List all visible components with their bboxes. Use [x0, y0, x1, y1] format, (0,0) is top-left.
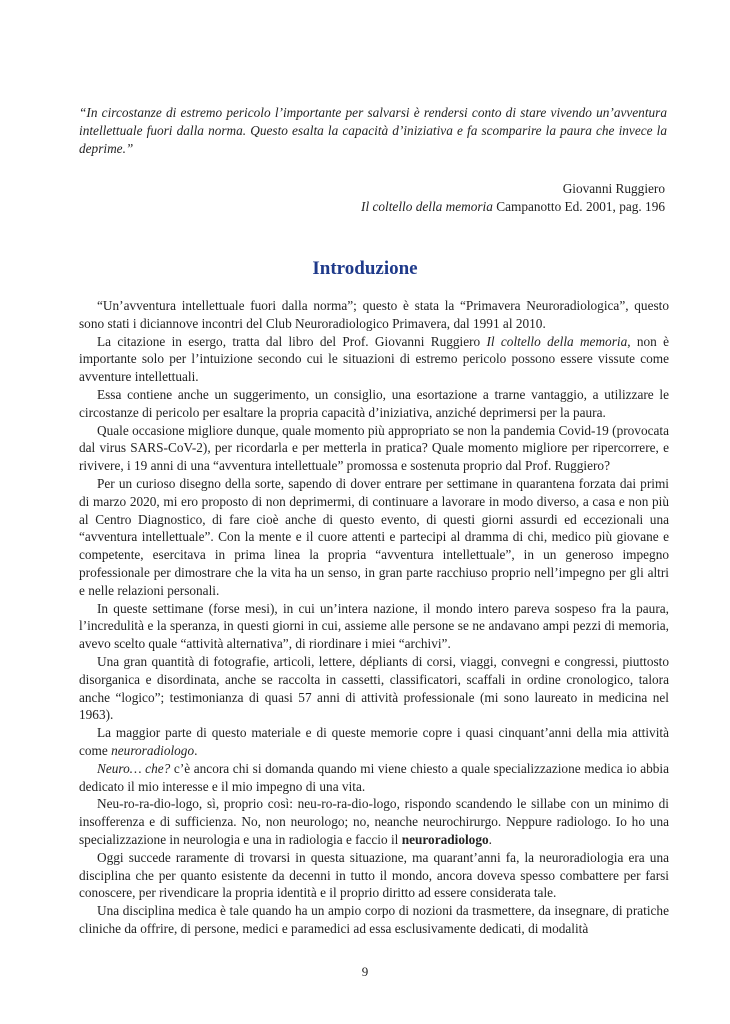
paragraph-8-text-a: La maggior parte di questo materiale e di queste memorie copre i quasi cinquant’anni della mia attività come [79, 725, 669, 758]
paragraph-10 [79, 795, 669, 848]
paragraph-12: Una disciplina medica è tale quando ha un ampio corpo di nozioni da trasmettere, da insegnare, di pratiche cliniche da offrire, di persone, medici e paramedici ad essa esclusivamente dedicati, di modalità [79, 903, 669, 936]
paragraph-10-bold: neuroradiologo [401, 831, 489, 847]
paragraph-10-text-a: Neu-ro-ra-dio-logo, sì, proprio così: neu-ro-ra-dio-logo, rispondo scandendo le sillabe con un minimo di insofferenza e di sufficienza. No, non neurologo; no, neanche neurochirurgo. Neppure radiologo. Io ho una specializzazione in neurologia e una in radiologia e faccio il [79, 796, 669, 847]
paragraph-8-text-c: . [194, 742, 198, 758]
paragraph-2-text-a: La citazione in esergo, tratta dal libro del Prof. Giovanni Ruggiero [97, 333, 487, 349]
paragraph-9-emphasis: Neuro… che? [97, 760, 171, 776]
paragraph-7: Una gran quantità di fotografie, articoli, lettere, dépliants di corsi, viaggi, convegni e congressi, piuttosto disorganica e disordinata, anche se raccolta in cassetti, classificatori, scaffali in ordine cronologico, talora anche “logico”; testimonianza di quasi 57 anni di attività professionale (mi sono laureato in medicina nel 1963). [79, 653, 669, 723]
paragraph-10-text-c: . [488, 831, 492, 847]
epigraph-quote: “In circostanze di estremo pericolo l’importante per salvarsi è rendersi conto di stare vivendo un’avventura intellettuale fuori dalla norma. Questo esalta la capacità d’iniziativa e fa scomparire la paura che invece la deprime.” [79, 105, 667, 156]
page-number: 9 [361, 964, 369, 979]
paragraph-2-text-c: , non è importante solo per l’intuizione secondo cui le situazioni di estremo pericolo possono essere vissute come avventure intellettuali. [79, 333, 669, 385]
epigraph-attribution [105, 180, 665, 216]
paragraph-11: Oggi succede raramente di trovarsi in questa situazione, ma quarant’anni fa, la neuroradiologia era una disciplina che per quanto esistente da decenni in tutto il mondo, ancora doveva spesso combattere per farsi conoscere, per rivendicare la propria identità e il proprio diritto ad essere considerata tale. [79, 849, 669, 901]
paragraph-8-emphasis: neuroradiologo [111, 742, 195, 758]
paragraph-2-book-title: Il coltello della memoria [486, 333, 628, 349]
epigraph-book-title: Il coltello della memoria [361, 199, 493, 214]
paragraph-3: Essa contiene anche un suggerimento, un consiglio, una esortazione a trarne vantaggio, a utilizzare le circostanze di pericolo per esaltare la propria capacità d’iniziativa, anziché deprimersi per la paura. [79, 386, 669, 420]
paragraph-4: Quale occasione migliore dunque, quale momento più appropriato se non la pandemia Covid-19 (provocata dal virus SARS-CoV-2), per ricordarla e per metterla in pratica? Quale momento migliore per ripercorrere, e rivivere, i 19 anni di una “avventura intellettuale” promossa e sostenuta proprio dal Prof. Ruggiero? [79, 422, 669, 474]
paragraph-9 [79, 760, 669, 796]
paragraph-9-text-b: c’è ancora chi si domanda quando mi viene chiesto a quale specializzazione medica io abbia dedicato il mio interesse e il mio impegno di una vita. [79, 760, 670, 794]
paragraph-8 [79, 724, 669, 760]
paragraph-5: Per un curioso disegno della sorte, sapendo di dover entrare per settimane in quarantena forzata dai primi di marzo 2020, mi ero proposto di non deprimermi, di continuare a lavorare in modo diverso, a casa e non più al Centro Diagnostico, di fare cioè anche di questo evento, di questi giorni assurdi ed eccezionali una “avventura intellettuale”. Con la mente e il cuore attenti e partecipi al dramma di chi, medico più giovane e competente, esercitava in prima linea la propria “avventura intellettuale”, in un generoso impegno professionale per dimostrare che la vita ha un senso, in gran parte racchiuso proprio nell’impegno per gli altri e nelle relazioni personali. [79, 475, 669, 598]
paragraph-2 [79, 333, 669, 386]
epigraph-author: Giovanni Ruggiero [562, 181, 665, 196]
paragraph-1: “Un’avventura intellettuale fuori dalla norma”; questo è stata la “Primavera Neuroradiologica”, questo sono stati i diciannove incontri del Club Neuroradiologico Primavera, dal 1991 al 2010. [79, 298, 669, 331]
body-text [79, 297, 669, 938]
epigraph-publication: Campanotto Ed. 2001, pag. 196 [492, 199, 665, 214]
paragraph-6: In queste settimane (forse mesi), in cui un’intera nazione, il mondo intero pareva sospeso fra la paura, l’incredulità e la speranza, in questi giorni in cui, assieme alle persone se ne andavano ampi pezzi di memoria, avevo scelto quale “attività alternativa”, di riordinare i miei “archivi”. [79, 600, 669, 652]
section-title: Introduzione [312, 258, 418, 279]
epigraph-source [105, 198, 665, 216]
